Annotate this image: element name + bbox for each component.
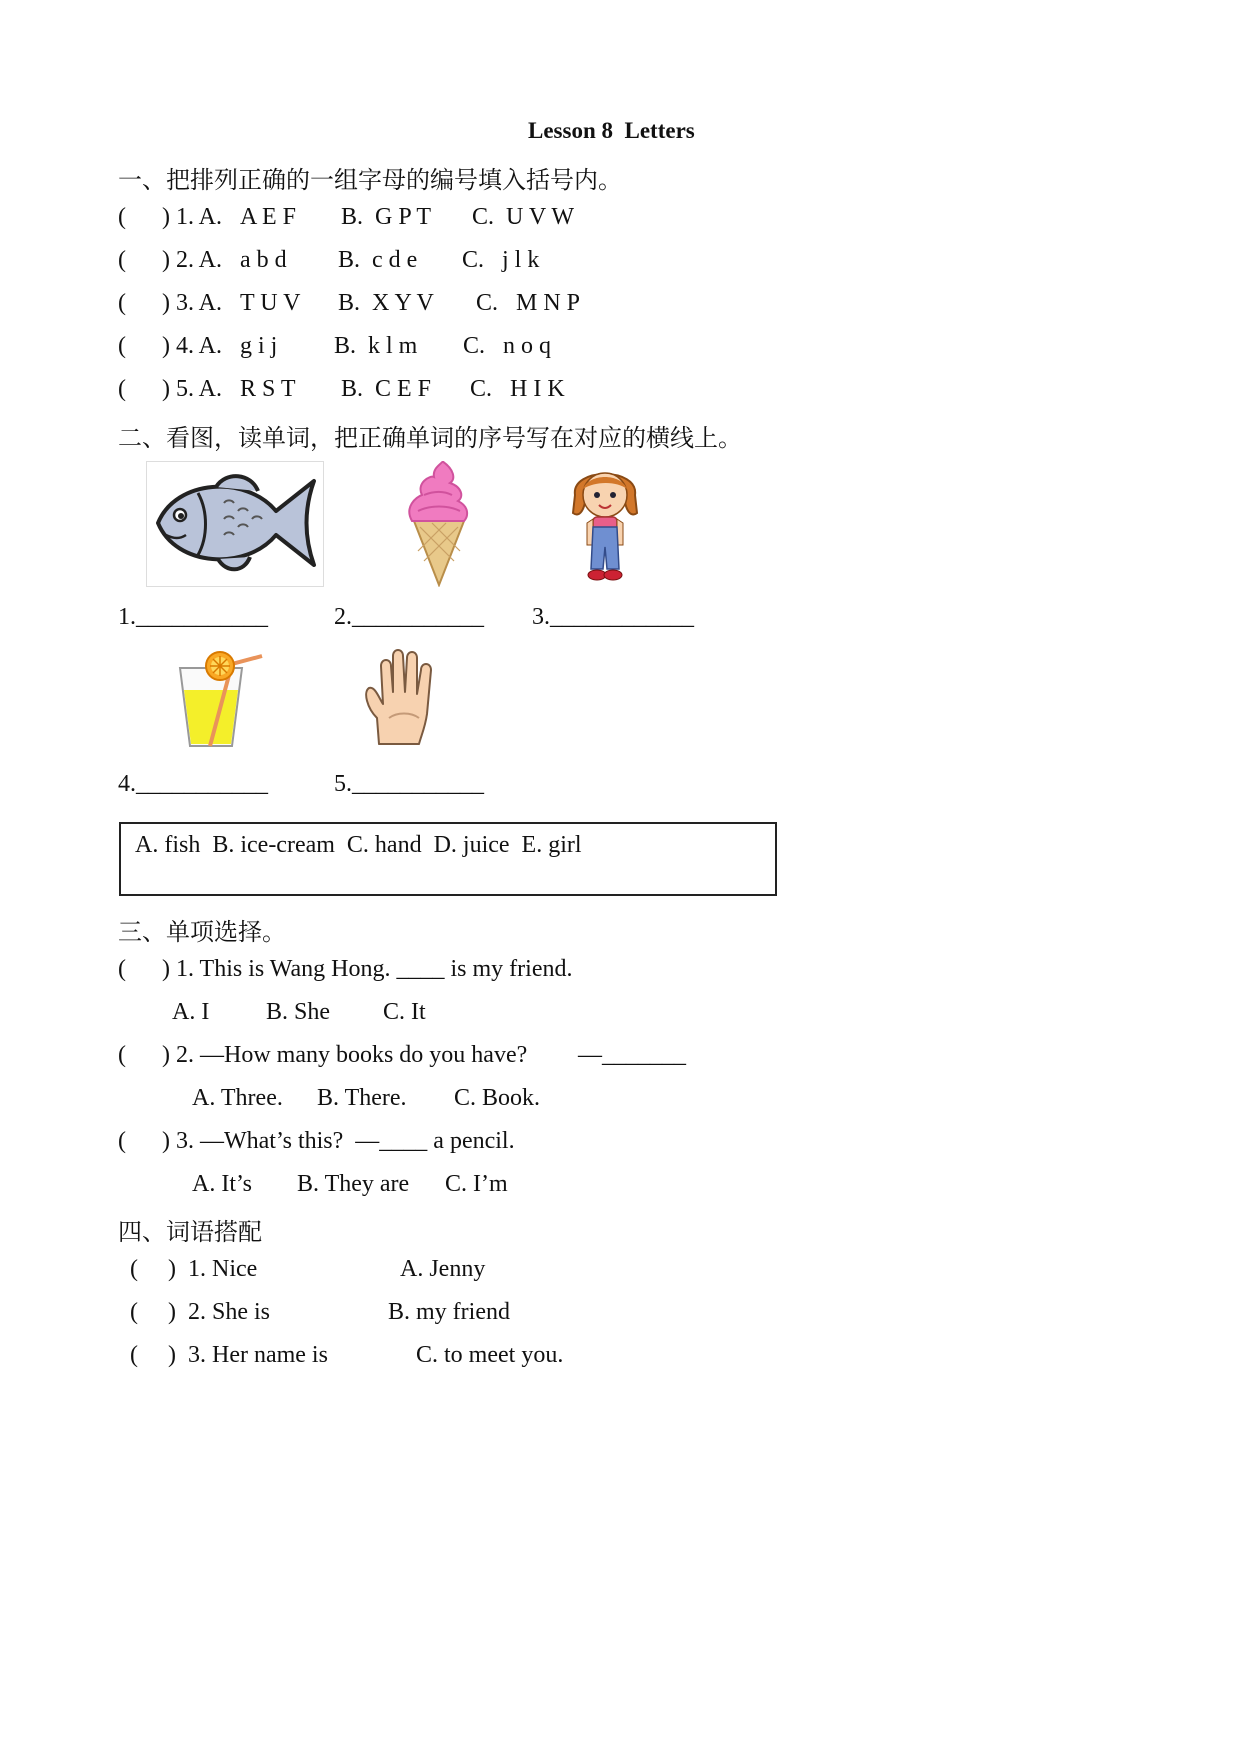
girl-picture — [565, 461, 645, 587]
q1-option-a[interactable]: A. I — [172, 999, 210, 1025]
q3-stem: ( ) 3. —What’s this? —____ a pencil. — [118, 1128, 515, 1154]
q2-option-b[interactable]: B. There. — [317, 1085, 407, 1111]
s1-row-5-b: B. C E F — [341, 376, 432, 402]
s1-row-2-a: a b d — [240, 247, 287, 273]
blank-2[interactable]: 2.___________ — [334, 604, 484, 630]
q3-option-a[interactable]: A. It’s — [192, 1171, 252, 1197]
s1-row-3-b: B. X Y V — [338, 290, 434, 316]
s1-row-1-c: C. U V W — [472, 204, 575, 230]
blank-5[interactable]: 5.___________ — [334, 771, 484, 797]
s1-row-2-num: ( ) 2. A. — [118, 247, 222, 273]
match-right-1: A. Jenny — [400, 1256, 486, 1282]
section2-heading: 二、看图，读单词，把正确单词的序号写在对应的横线上。 — [118, 424, 742, 452]
ice-cream-picture — [404, 461, 474, 587]
q2-option-a[interactable]: A. Three. — [192, 1085, 283, 1111]
hand-picture — [361, 648, 445, 748]
s1-row-3-num: ( ) 3. A. — [118, 290, 222, 316]
s1-row-4-c: C. n o q — [463, 333, 552, 359]
s1-row-5-a: R S T — [240, 376, 296, 402]
s1-row-5-c: C. H I K — [470, 376, 565, 402]
section3-heading: 三、单项选择。 — [118, 918, 286, 946]
match-left-1: ( ) 1. Nice — [130, 1256, 258, 1282]
s1-row-2-b: B. c d e — [338, 247, 418, 273]
s1-row-1-num: ( ) 1. A. — [118, 204, 222, 230]
section4-heading: 四、词语搭配 — [118, 1218, 262, 1246]
q1-stem: ( ) 1. This is Wang Hong. ____ is my friend. — [118, 956, 573, 982]
word-bank-text: A. fish B. ice-cream C. hand D. juice E. girl — [135, 832, 582, 858]
blank-1[interactable]: 1.___________ — [118, 604, 268, 630]
q1-option-b[interactable]: B. She — [266, 999, 331, 1025]
word-bank-box — [119, 822, 777, 896]
s1-row-3-c: C. M N P — [476, 290, 581, 316]
s1-row-1-b: B. G P T — [341, 204, 432, 230]
page-title: Lesson 8 Letters — [528, 118, 695, 143]
s1-row-4-a: g i j — [240, 333, 278, 359]
q2-answer-blank[interactable]: —_______ — [578, 1042, 686, 1068]
section1-heading: 一、把排列正确的一组字母的编号填入括号内。 — [118, 166, 622, 194]
q3-option-c[interactable]: C. I’m — [445, 1171, 508, 1197]
q3-option-b[interactable]: B. They are — [297, 1171, 410, 1197]
blank-3[interactable]: 3.____________ — [532, 604, 694, 630]
match-left-3: ( ) 3. Her name is — [130, 1342, 328, 1368]
s1-row-3-a: T U V — [240, 290, 301, 316]
s1-row-4-num: ( ) 4. A. — [118, 333, 222, 359]
s1-row-4-b: B. k l m — [334, 333, 418, 359]
match-left-2: ( ) 2. She is — [130, 1299, 270, 1325]
blank-4[interactable]: 4.___________ — [118, 771, 268, 797]
fish-picture — [146, 461, 324, 587]
q2-option-c[interactable]: C. Book. — [454, 1085, 541, 1111]
q2-stem: ( ) 2. —How many books do you have? — [118, 1042, 528, 1068]
match-right-3: C. to meet you. — [416, 1342, 564, 1368]
s1-row-5-num: ( ) 5. A. — [118, 376, 222, 402]
s1-row-2-c: C. j l k — [462, 247, 540, 273]
q1-option-c[interactable]: C. It — [383, 999, 426, 1025]
s1-row-1-a: A E F — [240, 204, 297, 230]
match-right-2: B. my friend — [388, 1299, 510, 1325]
juice-picture — [176, 646, 266, 750]
